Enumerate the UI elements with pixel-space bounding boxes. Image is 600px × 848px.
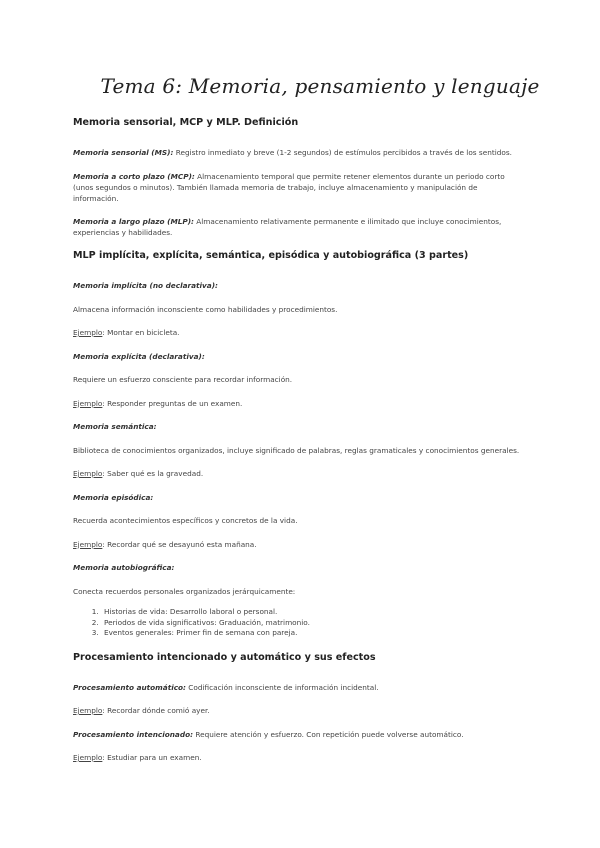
example-text: : Saber qué es la gravedad. — [102, 469, 204, 478]
example-label: Ejemplo — [73, 398, 103, 408]
example-label: Ejemplo — [73, 753, 103, 762]
term-ms: Memoria sensorial (MS): — [73, 148, 174, 157]
term-semantica: Memoria semántica: — [73, 422, 157, 431]
section-heading-memoria-sensorial: Memoria sensorial, MCP y MLP. Definición — [73, 117, 299, 128]
example-text: : Recordar qué se desayunó esta mañana. — [102, 539, 257, 549]
paragraph-intencionado — [73, 729, 521, 740]
definition-mcp: Almacenamiento temporal que permite retener elementos durante un periodo corto (unos segundos o minutos). También llamada memoria de trabajo, incluye almacenamiento y manipulación de información. — [73, 171, 505, 203]
definition-automatico: Codificación inconsciente de información incidental. — [185, 682, 379, 692]
definition-ms: Registro inmediato y breve (1-2 segundos) de estímulos percibidos a través de los sentidos. — [173, 148, 512, 157]
term-automatico: Procesamiento automático: — [73, 682, 186, 692]
section-heading-mlp-tipos: MLP implícita, explícita, semántica, episódica y autobiográfica (3 partes) — [73, 250, 469, 261]
paragraph-mcp — [73, 171, 521, 204]
term-mlp: Memoria a largo plazo (MLP): — [73, 217, 194, 226]
example-text: : Montar en bicicleta. — [102, 328, 180, 337]
document-body — [73, 116, 521, 776]
list-item: 2. Periodos de vida significativos: Graduación, matrimonio. — [101, 618, 521, 629]
example-explicita — [73, 398, 521, 409]
example-text: : Estudiar para un examen. — [102, 753, 202, 762]
definition-implicita: Almacena información inconsciente como habilidades y procedimientos. — [73, 304, 338, 314]
list-item: 3. Eventos generales: Primer fin de semana con pareja. — [101, 628, 521, 639]
definition-semantica: Biblioteca de conocimientos organizados, incluye significado de palabras, reglas gramaticales y conocimientos generales. — [73, 445, 520, 455]
example-semantica — [73, 468, 521, 479]
autobiografica-list — [73, 607, 521, 639]
paragraph-automatico — [73, 682, 521, 693]
term-mcp: Memoria a corto plazo (MCP): — [73, 171, 195, 181]
example-text: : Responder preguntas de un examen. — [102, 398, 243, 408]
example-label: Ejemplo — [73, 706, 103, 715]
term-implicita: Memoria implícita (no declarativa): — [73, 281, 218, 290]
term-intencionado: Procesamiento intencionado: — [73, 729, 194, 739]
example-label: Ejemplo — [73, 469, 103, 478]
definition-explicita: Requiere un esfuerzo consciente para recordar información. — [73, 375, 293, 384]
list-item: 1. Historias de vida: Desarrollo laboral o personal. — [101, 607, 521, 618]
example-text: : Recordar dónde comió ayer. — [102, 706, 210, 715]
example-automatico — [73, 705, 521, 716]
paragraph-ms — [73, 147, 521, 158]
section-heading-procesamiento: Procesamiento intencionado y automático y sus efectos — [73, 651, 376, 663]
example-intencionado — [73, 752, 521, 763]
definition-episodica: Recuerda acontecimientos específicos y concretos de la vida. — [73, 516, 298, 525]
definition-intencionado: Requiere atención y esfuerzo. Con repetición puede volverse automático. — [193, 729, 464, 739]
paragraph-mlp — [73, 216, 521, 238]
example-label: Ejemplo — [73, 328, 103, 337]
term-explicita: Memoria explícita (declarativa): — [73, 351, 205, 361]
example-label: Ejemplo — [73, 539, 103, 549]
definition-autobiografica: Conecta recuerdos personales organizados jerárquicamente: — [73, 586, 296, 596]
term-autobiografica: Memoria autobiográfica: — [73, 563, 175, 572]
definition-mlp: Almacenamiento relativamente permanente e ilimitado que incluye conocimientos, experiencias y habilidades. — [73, 217, 502, 237]
example-episodica — [73, 539, 521, 550]
page-title: Tema 6: Memoria, pensamiento y lenguaje — [100, 74, 540, 98]
example-implicita — [73, 327, 521, 338]
term-episodica: Memoria episódica: — [73, 492, 154, 502]
